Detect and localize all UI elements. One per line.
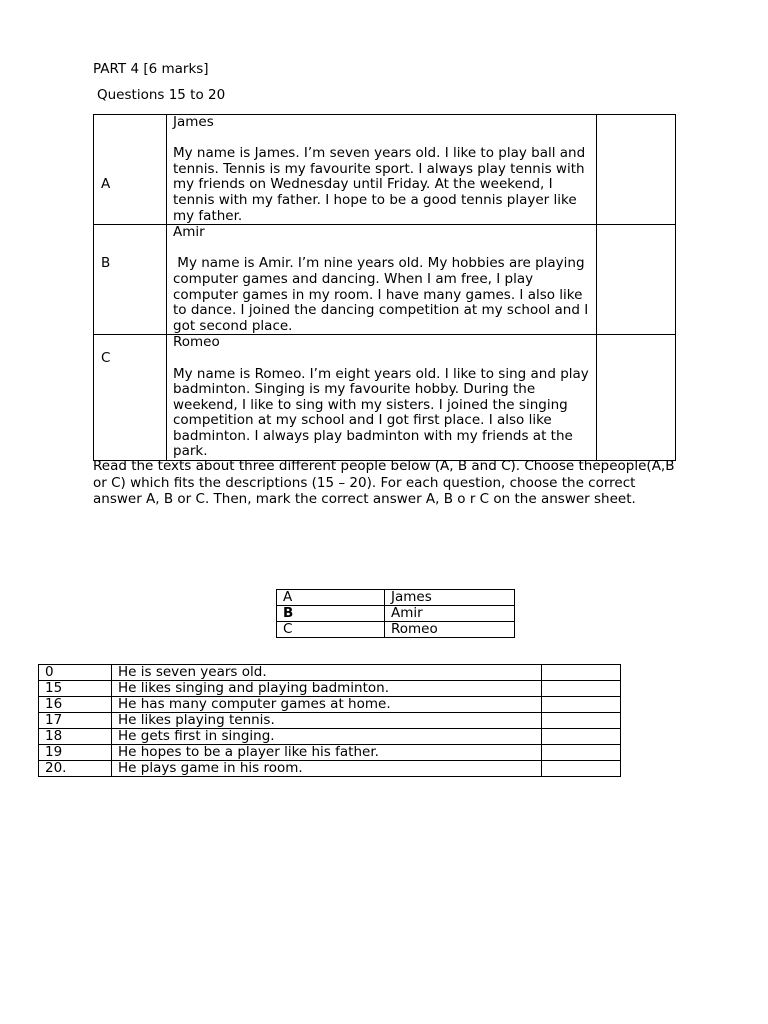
key-name: Amir [385,606,515,622]
text-content-cell [167,225,597,335]
key-row [277,590,515,606]
question-number: 20. [39,761,112,777]
text-letter-cell [94,335,167,461]
person-name: Amir [173,224,205,241]
question-number: 19 [39,745,112,761]
text-letter: C [101,350,111,367]
question-statement: He is seven years old. [112,665,542,681]
answer-field[interactable] [542,745,621,761]
key-letter: A [277,590,385,606]
question-number: 17 [39,713,112,729]
question-statement: He gets first in singing. [112,729,542,745]
person-text: My name is James. I’m seven years old. I like to play ball and tennis. Tennis is my favourite sport. I always play tennis with my friends on Wednesday until Friday. At the weekend, I tennis with my father. I hope to be a good tennis player like my father. [173,145,586,224]
key-name: James [385,590,515,606]
answer-field[interactable] [542,681,621,697]
answer-field[interactable] [542,729,621,745]
text-letter: B [101,255,111,272]
person-name: Romeo [173,334,220,351]
question-statement: He plays game in his room. [112,761,542,777]
text-row-a [94,115,676,225]
question-statement: He hopes to be a player like his father. [112,745,542,761]
question-number: 16 [39,697,112,713]
answer-field[interactable] [542,713,621,729]
answer-blank-cell [597,115,676,225]
text-letter-cell [94,115,167,225]
question-row [39,761,621,777]
question-number: 0 [39,665,112,681]
text-letter: A [101,176,111,192]
question-statement: He has many computer games at home. [112,697,542,713]
text-row-c [94,335,676,461]
person-text: My name is Amir. I’m nine years old. My hobbies are playing computer games and dancing. When I am free, I play computer games in my room. I have many games. I also like to dance. I joined the dancing competition at my school and I got second place. [173,255,593,334]
question-number: 15 [39,681,112,697]
question-statement: He likes playing tennis. [112,713,542,729]
key-letter: B [277,606,385,622]
text-row-b [94,225,676,335]
answer-field[interactable] [542,665,621,681]
question-row [39,697,621,713]
key-row [277,622,515,638]
question-statement: He likes singing and playing badminton. [112,681,542,697]
question-row [39,729,621,745]
questions-range: Questions 15 to 20 [97,87,226,103]
person-name: James [173,114,214,130]
answer-blank-cell [597,335,676,461]
text-letter-cell [94,225,167,335]
part-title: PART 4 [6 marks] [93,61,209,77]
answer-key-table [276,589,515,638]
question-row [39,681,621,697]
question-row [39,745,621,761]
text-content-cell [167,335,597,461]
instructions-paragraph: Read the texts about three different people below (A, B and C). Choose thepeople(A,B or C) which fits the descriptions (15 – 20). For each question, choose the correct answer A, B or C. Then, mark the correct answer A, B o r C on the answer sheet. [93,458,675,507]
questions-table [38,664,621,777]
texts-table [93,114,676,461]
question-row [39,713,621,729]
answer-field[interactable] [542,697,621,713]
text-content-cell [167,115,597,225]
question-number: 18 [39,729,112,745]
key-row [277,606,515,622]
key-name: Romeo [385,622,515,638]
answer-blank-cell [597,225,676,335]
question-row [39,665,621,681]
key-letter: C [277,622,385,638]
answer-field[interactable] [542,761,621,777]
person-text: My name is Romeo. I’m eight years old. I like to sing and play badminton. Singing is my favourite hobby. During the weekend, I like to sing with my sisters. I joined the singing competition at my school and I got first place. I also like badminton. I always play badminton with my friends at the park. [173,365,589,460]
